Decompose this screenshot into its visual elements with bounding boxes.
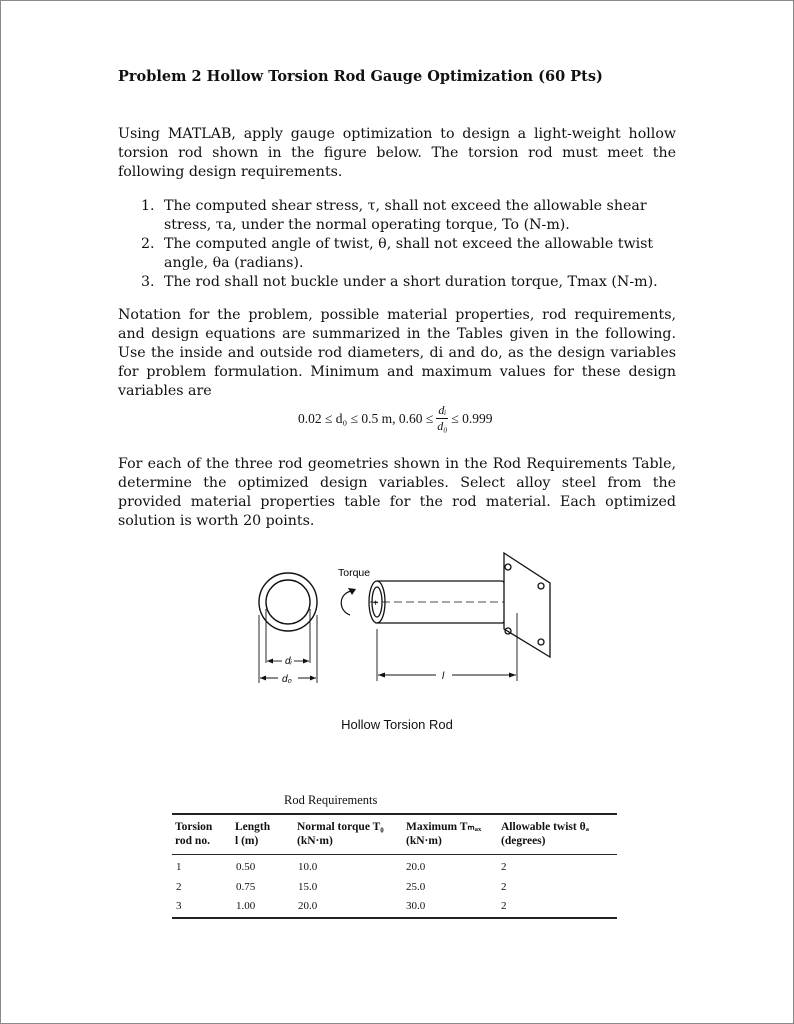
instructions-paragraph: For each of the three rod geometries shown in the Rod Requirements Table, determine the optimized design variables. Select alloy steel from the provided material properties table for the rod material. Each optimized solution is worth 20 points. bbox=[118, 456, 676, 529]
column-header: Torsion rod no. bbox=[175, 821, 213, 847]
length-label: l bbox=[442, 671, 445, 682]
design-variable-bounds bbox=[298, 404, 492, 433]
notation-paragraph: Notation for the problem, possible material properties, rod requirements, and design equations are summarized in the Tables given in the following. Use the inside and outside rod diameters, di and do, as the design variables for problem formulation. Minimum and maximum values for these design variables are bbox=[118, 307, 676, 399]
di-label: dᵢ bbox=[285, 656, 292, 667]
table-title: Rod Requirements bbox=[284, 793, 378, 807]
table-cell: 0.75 bbox=[236, 881, 256, 893]
column-header: Allowable twist θₐ (degrees) bbox=[501, 821, 589, 847]
torque-arrow-icon bbox=[341, 588, 356, 615]
hollow-torsion-rod-figure bbox=[240, 545, 570, 695]
cross-section-icon bbox=[259, 573, 317, 631]
column-header: Length l (m) bbox=[235, 821, 271, 847]
requirement-item: 1. The computed shear stress, τ, shall not exceed the allowable shear stress, τa, under the normal operating torque, To (N-m). bbox=[141, 198, 647, 233]
column-header: Maximum Tₘₐₓ (kN·m) bbox=[406, 821, 482, 847]
requirements-list bbox=[118, 197, 678, 292]
center-mark-icon: + bbox=[373, 598, 379, 608]
formula-left: 0.02 ≤ d₀ ≤ 0.5 m, 0.60 ≤ bbox=[298, 410, 434, 426]
table-cell: 2 bbox=[501, 861, 507, 873]
table-cell: 0.50 bbox=[236, 861, 256, 873]
diameter-ratio: $\frac{\text{dᵢ}}{\text{d₀}}$ bbox=[437, 403, 448, 433]
problem-title: Problem 2 Hollow Torsion Rod Gauge Optimization (60 Pts) bbox=[118, 68, 603, 85]
formula-right: ≤ 0.999 bbox=[451, 410, 493, 426]
column-header: Normal torque T₀ (kN·m) bbox=[297, 821, 384, 847]
rod-requirements-table bbox=[172, 813, 617, 923]
table-cell: 15.0 bbox=[298, 881, 318, 893]
table-cell: 30.0 bbox=[406, 900, 426, 912]
table-cell: 20.0 bbox=[298, 900, 318, 912]
table-cell: 1.00 bbox=[236, 900, 256, 912]
do-label: d₀ bbox=[282, 674, 292, 685]
table-cell: 25.0 bbox=[406, 881, 426, 893]
table-cell: 10.0 bbox=[298, 861, 318, 873]
requirement-item: 2. The computed angle of twist, θ, shall not exceed the allowable twist angle, θa (radians). bbox=[141, 236, 654, 271]
figure-caption: Hollow Torsion Rod bbox=[341, 717, 453, 732]
table-cell: 3 bbox=[176, 900, 182, 912]
intro-paragraph: Using MATLAB, apply gauge optimization to design a light-weight hollow torsion rod shown in the figure below. The torsion rod must meet the following design requirements. bbox=[118, 126, 676, 180]
table-cell: 2 bbox=[501, 881, 507, 893]
diameter-dimension-lines bbox=[259, 609, 317, 683]
table-cell: 2 bbox=[501, 900, 507, 912]
table-cell: 2 bbox=[176, 881, 182, 893]
table-cell: 20.0 bbox=[406, 861, 426, 873]
table-cell: 1 bbox=[176, 861, 182, 873]
torque-label: Torque bbox=[338, 567, 371, 579]
mounting-plate-icon bbox=[504, 553, 550, 657]
requirement-item: 3. The rod shall not buckle under a short duration torque, Tmax (N-m). bbox=[141, 274, 658, 290]
